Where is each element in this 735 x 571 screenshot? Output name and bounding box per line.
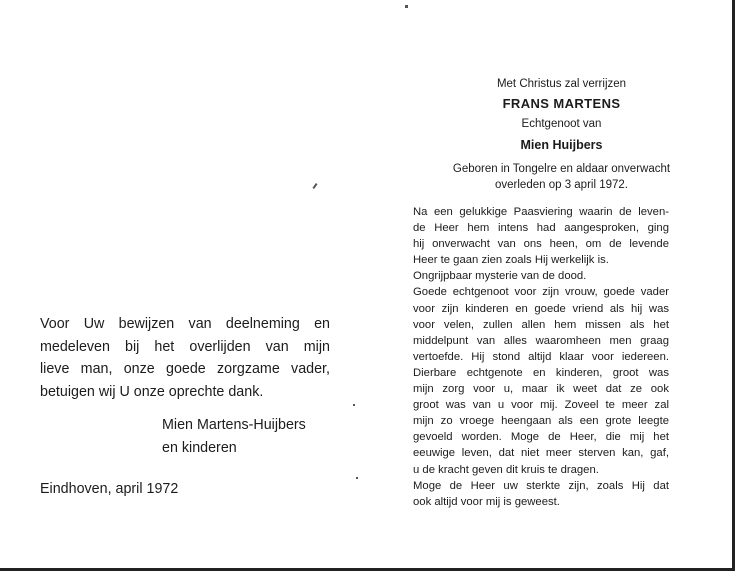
obituary-line: Dierbare echtgenote en kinderen, groot was bbox=[413, 366, 669, 379]
thanks-line: lieve man, onze goede zorgzame vader, bbox=[40, 361, 330, 377]
obituary-line: middelpunt van alles waaromheen men graag bbox=[413, 334, 669, 347]
obituary-line: voor zijn kinderen en goede vriend als hij was bbox=[413, 302, 669, 315]
obituary-line: groot was van u voor mij. Zoveel te meer zal bbox=[413, 399, 669, 412]
spouse-name: Mien Huijbers bbox=[520, 138, 603, 152]
relation-label: Echtgenoot van bbox=[521, 118, 602, 130]
obituary-line: Na een gelukkige Paasviering waarin de leven- bbox=[413, 206, 669, 218]
obituary-text bbox=[413, 204, 669, 510]
obituary-line: de Heer hem intens had aangesproken, ging bbox=[413, 222, 669, 235]
obituary-line: vertoefde. Hij stond altijd klaar voor iedereen. bbox=[413, 350, 669, 363]
signature-family: en kinderen bbox=[162, 439, 237, 456]
obituary-line: u de kracht geven dit kruis te dragen. bbox=[413, 463, 599, 476]
obituary-panel bbox=[368, 0, 735, 571]
thanks-panel bbox=[0, 0, 367, 571]
signature-name: Mien Martens-Huijbers bbox=[162, 417, 306, 433]
deceased-name: FRANS MARTENS bbox=[502, 96, 621, 111]
obituary-line: eeuwige leven, dat niet meer sterven kan, gaf, bbox=[413, 447, 669, 460]
obituary-line: hij onverwacht van ons heen, om de levende bbox=[413, 238, 669, 251]
paper-speck bbox=[356, 477, 358, 479]
obituary-line: Moge de Heer uw sterkte zijn, zoals Hij dat bbox=[413, 479, 669, 492]
paper-speck bbox=[353, 404, 355, 406]
motto: Met Christus zal verrijzen bbox=[496, 78, 627, 90]
obituary-line: mijn zorg voor u, maar ik weet dat ze ook bbox=[413, 383, 669, 396]
birth-death-line: overleden op 3 april 1972. bbox=[495, 179, 628, 191]
birth-death-line: Geboren in Tongelre en aldaar onverwacht bbox=[452, 163, 671, 175]
birth-death-info bbox=[368, 161, 735, 193]
paper-speck bbox=[405, 5, 408, 8]
thanks-line: betuigen wij U onze oprechte dank. bbox=[40, 383, 264, 400]
obituary-line: Ongrijpbaar mysterie van de dood. bbox=[413, 270, 587, 283]
thanks-line: Voor Uw bewijzen van deelneming en bbox=[40, 316, 330, 332]
place-date: Eindhoven, april 1972 bbox=[40, 481, 179, 497]
obituary-line: voor velen, zullen allen hem missen als het bbox=[413, 318, 669, 331]
obituary-line: Heer te gaan zien zoals Hij werkelijk is. bbox=[413, 254, 609, 267]
obituary-line: ook altijd voor mij is geweest. bbox=[413, 495, 560, 508]
signature bbox=[162, 414, 306, 459]
obituary-line: Goede echtgenoot voor zijn vrouw, goede vader bbox=[413, 286, 669, 299]
thanks-line: medeleven bij het overlijden van mijn bbox=[40, 338, 330, 355]
obituary-line: mijn zo vroege heengaan als een grote leegte bbox=[413, 415, 669, 428]
obituary-line: gevoeld worden. Moge de Heer, die mij het bbox=[413, 431, 669, 444]
thanks-message bbox=[40, 313, 330, 403]
